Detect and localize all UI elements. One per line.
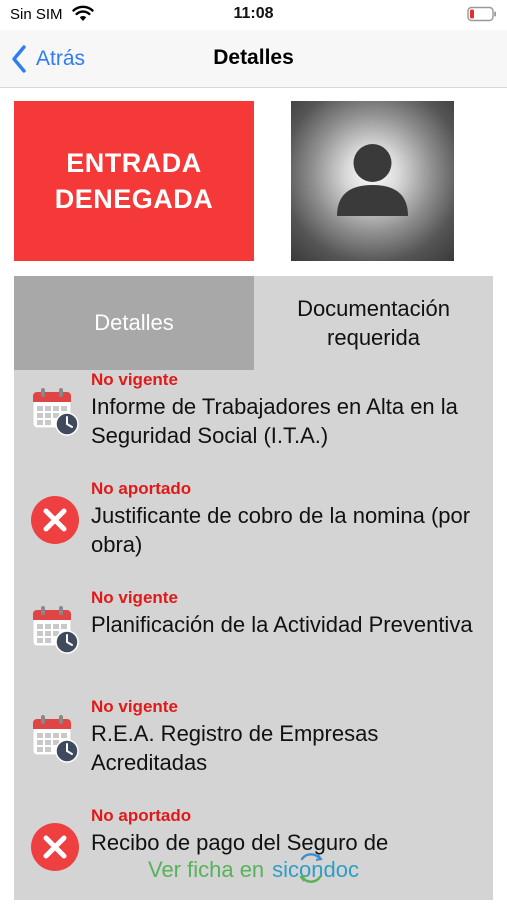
document-list [14,370,493,855]
document-name: Justificante de cobro de la nomina (por obra) [91,503,471,557]
list-item[interactable] [14,479,493,584]
document-status: No vigente [91,588,178,607]
back-label: Atrás [36,47,86,70]
sync-arrows-icon [296,849,326,887]
document-status: No vigente [91,697,178,716]
document-name: Recibo de pago del Seguro de [91,830,389,855]
carrier-label: Sin SIM [10,6,63,23]
page-title: Detalles [213,46,294,69]
footer-label: Ver ficha en [147,857,265,882]
document-status: No aportado [91,479,192,498]
document-name: Informe de Trabajadores en Alta en la Seguridad Social (I.T.A.) [91,394,458,448]
navigation-bar [0,30,507,88]
calendar-clock-icon [30,386,80,436]
list-item[interactable] [14,697,493,802]
document-status: No aportado [91,806,192,825]
person-placeholder-icon [291,101,454,261]
calendar-clock-icon [30,713,80,763]
status-bar [0,0,507,30]
error-x-icon [30,495,80,545]
calendar-clock-icon [30,604,80,654]
view-record-link[interactable] [14,840,493,900]
document-status: No vigente [91,370,178,389]
document-name: R.E.A. Registro de Empresas Acreditadas [91,721,379,775]
sicondoc-logo [272,857,359,883]
brand-name: sicondoc [272,857,360,882]
document-name: Planificación de la Actividad Preventiva [91,612,473,637]
battery-low-icon [467,6,497,22]
list-item[interactable] [14,370,493,475]
tab-details[interactable]: Detalles [14,276,254,370]
details-panel [14,276,493,900]
tab-required-documentation[interactable]: Documentación requerida [297,296,450,350]
access-result-text: ENTRADA DENEGADA [54,148,214,214]
access-denied-banner [14,101,254,261]
clock: 11:08 [233,5,274,22]
worker-photo [291,101,454,261]
list-item[interactable] [14,588,493,693]
